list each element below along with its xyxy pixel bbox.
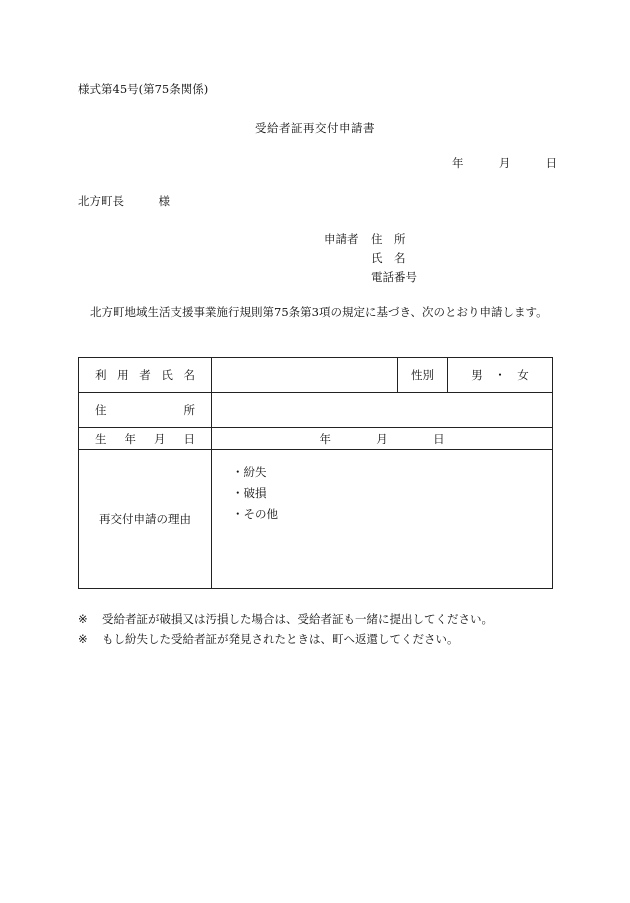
- dob-label-cell: [79, 428, 212, 450]
- user-name-label: 利 用 者 氏 名: [95, 368, 195, 382]
- applicant-name-label: 氏 名: [371, 251, 406, 265]
- reason-lost[interactable]: ・紛失: [232, 465, 267, 479]
- reason-options[interactable]: [212, 450, 553, 589]
- dob-month-label: 月: [376, 431, 388, 446]
- dob-label: 生 年 月 日: [95, 431, 195, 446]
- application-date: [452, 155, 557, 171]
- applicant-phone-label: 電話番号: [371, 270, 417, 284]
- dob-year-label: 年: [319, 431, 331, 446]
- user-name-row: [79, 358, 553, 393]
- application-table: [78, 357, 553, 589]
- addressee: 北方町長 様: [78, 194, 170, 208]
- note-text: もし紛失した受給者証が発見されたときは、町へ返還してください。: [102, 632, 459, 646]
- gender-label: 性別: [398, 358, 448, 393]
- note-mark: ※: [78, 612, 88, 626]
- date-year-label: 年: [452, 156, 464, 170]
- note-text: 受給者証が破損又は汚損した場合は、受給者証も一緒に提出してください。: [102, 612, 493, 626]
- reason-other[interactable]: ・その他: [232, 507, 278, 521]
- applicant-address-label: 住 所: [371, 232, 406, 246]
- address-field[interactable]: [212, 393, 553, 428]
- body-text: 北方町地域生活支援事業施行規則第75条第3項の規定に基づき、次のとおり申請します。: [90, 305, 548, 319]
- user-name-label-cell: [79, 358, 212, 393]
- document-title: 受給者証再交付申請書: [255, 121, 375, 135]
- gender-options[interactable]: 男 ・ 女: [448, 358, 553, 393]
- dob-row: [79, 428, 553, 450]
- dob-day-label: 日: [433, 431, 445, 446]
- address-label-cell: [79, 393, 212, 428]
- note-item: [78, 611, 493, 627]
- note-mark: ※: [78, 632, 88, 646]
- reason-row: [79, 450, 553, 589]
- dob-field[interactable]: [212, 428, 553, 450]
- applicant-label: 申請者: [324, 232, 359, 246]
- reason-label: 再交付申請の理由: [79, 450, 212, 589]
- address-row: [79, 393, 553, 428]
- user-name-field[interactable]: [212, 358, 398, 393]
- date-month-label: 月: [498, 156, 511, 170]
- address-label: 住 所: [95, 403, 195, 417]
- note-item: [78, 631, 459, 647]
- reason-damaged[interactable]: ・破損: [232, 486, 267, 500]
- form-number: 様式第45号(第75条関係): [78, 82, 209, 96]
- date-day-label: 日: [545, 156, 558, 170]
